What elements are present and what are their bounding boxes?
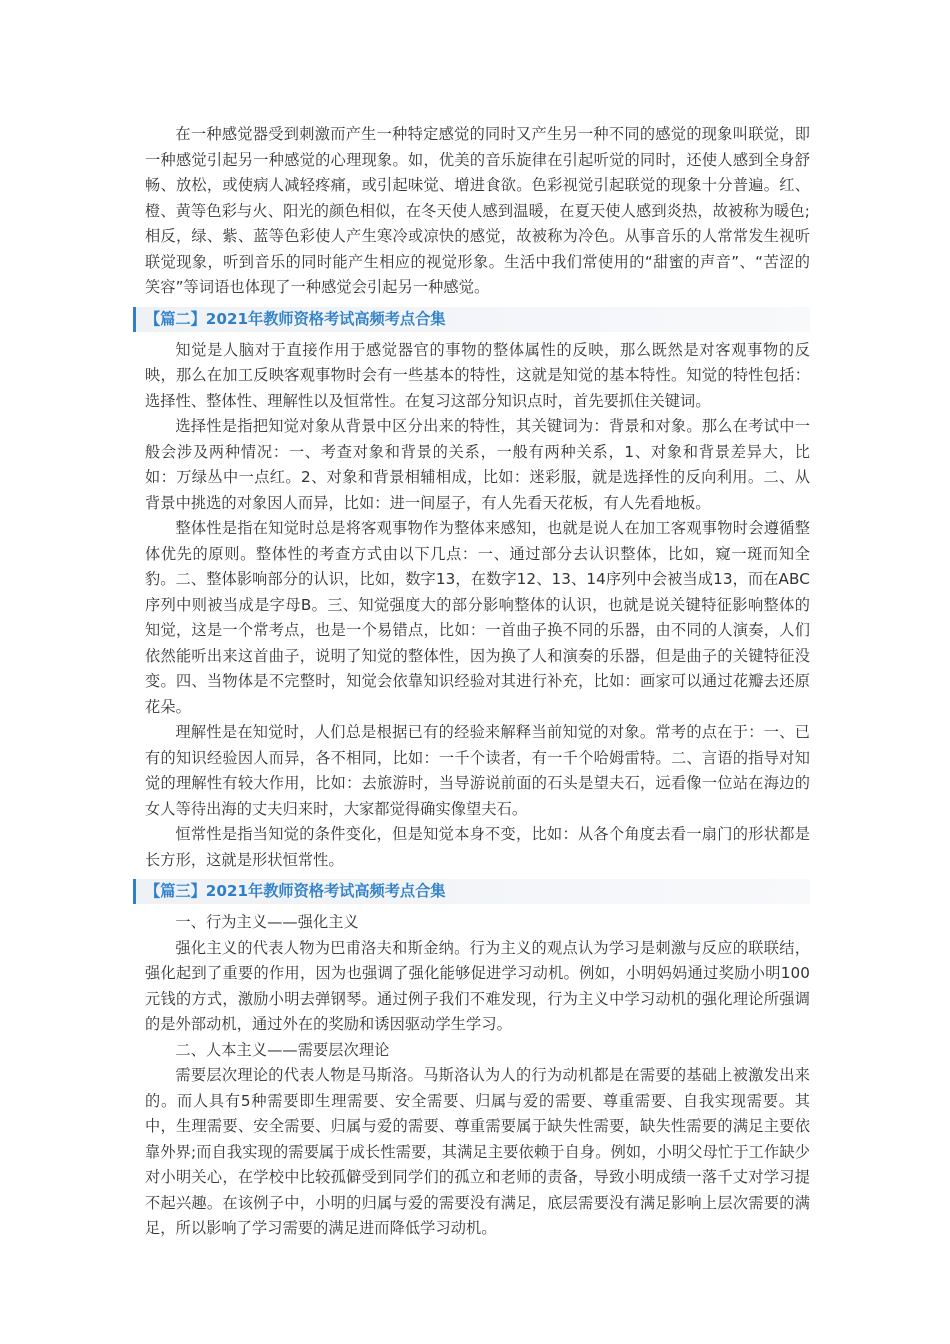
- subheading-behaviorism: 一、行为主义——强化主义: [175, 913, 359, 931]
- section-heading-part2: 【篇二】2021年教师资格考试高频考点合集: [133, 307, 810, 332]
- paragraph-reinforcement: 强化主义的代表人物为巴甫洛夫和斯金纳。行为主义的观点认为学习是刺激与反应的联联结，强化起到了重要的作用，因为也强调了强化能够促进学习动机。例如，小明妈妈通过奖励小明100元钱的方式，激励小明去弹钢琴。通过例子我们不难发现，行为主义中学习动机的强化理论所强调的是外部动机，通过外在的奖励和诱因驱动学生学习。: [145, 938, 810, 1033]
- paragraph-constancy: 恒常性是指当知觉的条件变化，但是知觉本身不变，比如：从各个角度去看一扇门的形状都是长方形，这就是形状恒常性。: [145, 825, 810, 869]
- paragraph-wholeness: 整体性是指在知觉时总是将客观事物作为整体来感知，也就是说人在加工客观事物时会遵循整体优先的原则。整体性的考查方式由以下几点：一、通过部分去认识整体，比如，窥一斑而知全豹。二、整体影响部分的认识，比如，数字13，在数字12、13、14序列中会被当成13，而在ABC序列中则被当成是字母B。三、知觉强度大的部分影响整体的认识，也就是说关键特征影响整体的知觉，这是一个常考点，也是一个易错点，比如：一首曲子换不同的乐器，由不同的人演奏，人们依然能听出来这首曲子，说明了知觉的整体性，因为换了人和演奏的乐器，但是曲子的关键特征没变。四、当物体是不完整时，知觉会依靠知识经验对其进行补充，比如：画家可以通过花瓣去还原花朵。: [145, 519, 810, 716]
- paragraph-synesthesia: 在一种感觉器受到刺激而产生一种特定感觉的同时又产生另一种不同的感觉的现象叫联觉，即一种感觉引起另一种感觉的心理现象。如，优美的音乐旋律在引起听觉的同时，还使人感到全身舒畅、放松，或使病人减轻疼痛，或引起味觉、增进食欲。色彩视觉引起联觉的现象十分普遍。红、橙、黄等色彩与火、阳光的颜色相似，在冬天使人感到温暖，在夏天使人感到炎热，故被称为暖色;相反，绿、紫、蓝等色彩使人产生寒冷或凉快的感觉，故被称为冷色。从事音乐的人常常发生视听联觉现象，听到音乐的同时能产生相应的视觉形象。生活中我们常使用的“甜蜜的声音”、“苦涩的笑容”等词语也体现了一种感觉会引起另一种感觉。: [145, 125, 810, 296]
- document-page: [145, 122, 810, 1242]
- paragraph-selectivity: 选择性是指把知觉对象从背景中区分出来的特性，其关键词为：背景和对象。那么在考试中一般会涉及两种情况：一、考查对象和背景的关系，一般有两种关系，1、对象和背景差异大，比如：万绿丛中一点红。2、对象和背景相辅相成，比如：迷彩服，就是选择性的反向利用。二、从背景中挑选的对象因人而异，比如：进一间屋子，有人先看天花板，有人先看地板。: [145, 417, 810, 512]
- subheading-humanism: 二、人本主义——需要层次理论: [175, 1040, 390, 1059]
- paragraph-perception-intro: 知觉是人脑对于直接作用于感觉器官的事物的整体属性的反映，那么既然是对客观事物的反映，那么在加工反映客观事物时会有一些基本的特性，这就是知觉的基本特性。知觉的特性包括：选择性、整体性、理解性以及恒常性。在复习这部分知识点时，首先要抓住关键词。: [145, 340, 810, 410]
- paragraph-understanding: 理解性是在知觉时，人们总是根据已有的经验来解释当前知觉的对象。常考的点在于：一、已有的知识经验因人而异，各不相同，比如：一千个读者，有一千个哈姆雷特。二、言语的指导对知觉的理解性有较大作用，比如：去旅游时，当导游说前面的石头是望夫石，远看像一位站在海边的女人等待出海的丈夫归来时，大家都觉得确实像望夫石。: [145, 723, 810, 818]
- paragraph-needs-hierarchy: 需要层次理论的代表人物是马斯洛。马斯洛认为人的行为动机都是在需要的基础上被激发出来的。而人具有5种需要即生理需要、安全需要、归属与爱的需要、尊重需要、自我实现需要。其中，生理需要、安全需要、归属与爱的需要、尊重需要属于缺失性需要，缺失性需要的满足主要依靠外界;而自我实现的需要属于成长性需要，其满足主要依赖于自身。例如，小明父母忙于工作缺少对小明关心，在学校中比较孤僻受到同学们的孤立和老师的责备，导致小明成绩一落千丈对学习提不起兴趣。在该例子中，小明的归属与爱的需要没有满足，底层需要没有满足影响上层次需要的满足，所以影响了学习需要的满足进而降低学习动机。: [145, 1066, 810, 1237]
- section-heading-part3: 【篇三】2021年教师资格考试高频考点合集: [133, 879, 810, 904]
